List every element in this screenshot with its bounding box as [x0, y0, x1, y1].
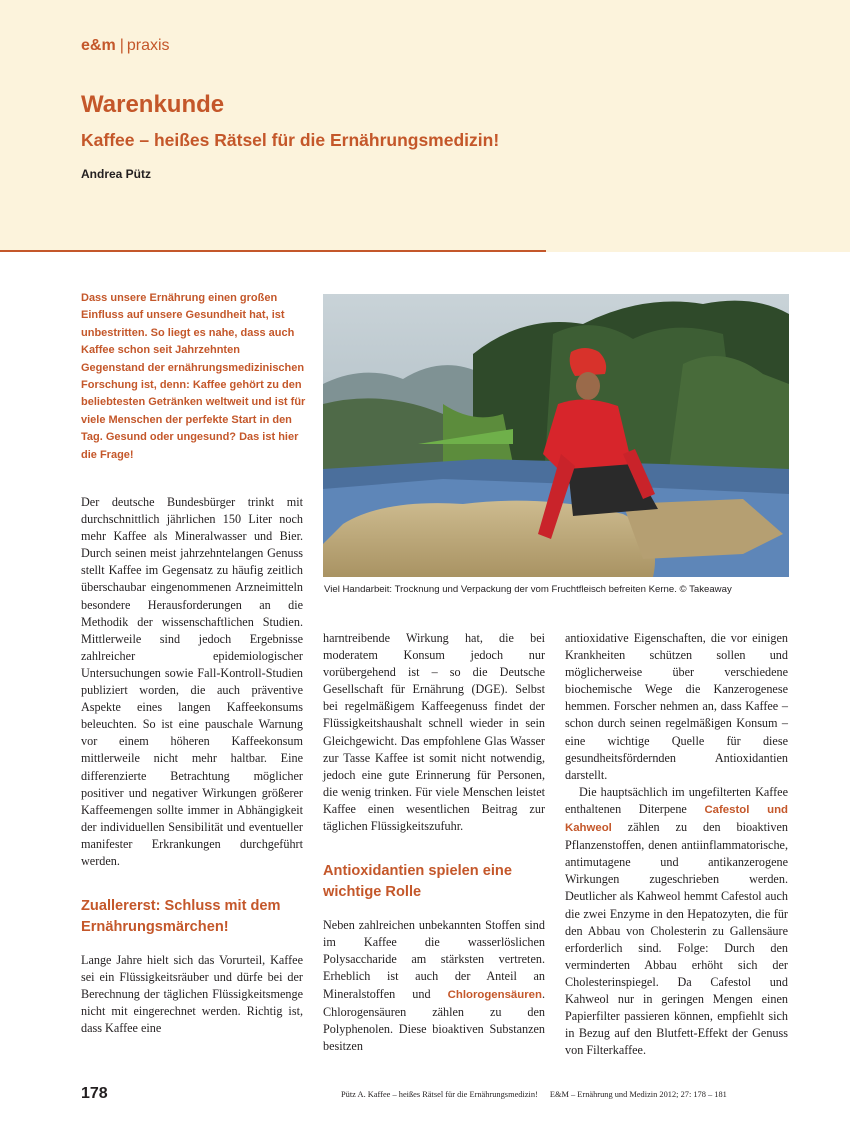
footer-citation: [341, 1090, 727, 1099]
body-text: Neben zahlreichen unbekannten Stoffen sind im Kaffee die wasserlöslichen Polysaccharide am stärksten vertreten. Erheblich ist auch der Anteil an Mineralstoffen und: [323, 918, 545, 1001]
citation-text: Pütz A. Kaffee – heißes Rätsel für die Ernährungsmedizin!: [341, 1090, 538, 1099]
body-paragraph: antioxidative Eigenschaften, die vor einigen Krankheiten schützen sollen und möglicherweise über verschiedene biochemische Wege die Kanzerogenese hemmen. Forscher nehmen an, dass Kaffee – schon durch seinen regelmäßigen Konsum – eine wichtige Quelle für diese gesundheitsfördernden Antioxidantien darstellt.: [565, 631, 788, 782]
header-rule: [0, 250, 546, 252]
body-paragraph: [323, 917, 545, 1055]
section-heading: Antioxidantien spielen eine wichtige Rolle: [323, 863, 512, 901]
journal-brand: e&m: [81, 37, 116, 54]
column-1: [81, 494, 303, 1038]
figure-caption: Viel Handarbeit: Trocknung und Verpackung der vom Fruchtfleisch befreiten Kerne. © Takeaway: [324, 584, 732, 595]
column-2: [323, 630, 545, 1055]
body-paragraph: [565, 784, 788, 1060]
section-name: praxis: [126, 37, 170, 54]
body-paragraph: harntreibende Wirkung hat, die bei moderatem Konsum jedoch nur vorübergehend ist – so die Deutsche Gesellschaft für Ernährung (DGE). Selbst bei regelmäßigem Kaffeegenuss findet der Flüssigkeitshaushalt schnell wieder in sein Gleichgewicht. Das empfohlene Glas Wasser zur Tasse Kaffee ist somit nicht notwendig, jedoch eine gute Erinnerung für Personen, die wenig trinken. Für viele Menschen leistet Kaffee einen wesentlichen Beitrag zur täglichen Flüssigkeitszufuhr.: [323, 631, 545, 834]
coffee-drying-photo: [323, 294, 789, 577]
highlighted-term: Chlorogensäuren: [447, 988, 542, 1001]
author-name: Andrea Pütz: [81, 167, 152, 181]
highlighted-term: Cafestol und Kahweol: [565, 803, 788, 835]
intro-abstract: Dass unsere Ernährung einen großen Einfluss auf unsere Gesundheit hat, ist unbestritten. So liegt es nahe, dass auch Kaffee schon seit Jahrzehnten Gegenstand der ernährungsmedizinischen Forschung ist, denn: Kaffee gehört zu den beliebtesten Getränken weltweit und ist für viele Menschen der perfekte Start in den Tag. Gesund oder ungesund? Das ist hier die Frage!: [81, 292, 306, 461]
section-label: [81, 37, 170, 55]
article-title: Warenkunde: [81, 91, 225, 118]
body-text: zählen zu den bioaktiven Pflanzenstoffen, denen antiinflammatorische, antimutagene und antikanzerogene Wirkungen zugeschrieben werden. Deutlicher als Kahweol hemmt Cafestol auch die zwei Enzyme in den Hepatozyten, die für den Abbau von Cholesterin zu Gallensäure erforderlich sind. Folge: Durch den verminderten Abbau erhöht sich der Cholesterinspiegel. Da Cafestol und Kahweol nur in geringen Mengen einen Papierfilter passieren können, empfiehlt sich in Bezug auf den Blutfett-Effekt der Genuss von Filterkaffee.: [565, 820, 788, 1058]
journal-reference: E&M – Ernährung und Medizin 2012; 27: 178 – 181: [549, 1090, 727, 1099]
section-heading: Zuallererst: Schluss mit dem Ernährungsmärchen!: [81, 898, 281, 936]
article-subtitle: Kaffee – heißes Rätsel für die Ernährungsmedizin!: [81, 130, 500, 150]
body-text: . Chlorogensäuren zählen zu den Polyphenolen. Diese bioaktiven Substanzen besitzen: [323, 986, 545, 1053]
body-paragraph: Der deutsche Bundesbürger trinkt mit durchschnittlich jährlichen 150 Liter noch mehr Kaffee als Mineralwasser und Bier. Durch seinen meist jahrzehntelangen Genuss stellt Kaffee im Gegensatz zu häufig zeitlich überschaubar eingenommenen Arzneimitteln besondere Herausforderungen an die Methodik der wissenschaftlichen Studien. Mittlerweile sind jedoch Ergebnisse zahlreicher epidemiologischer Untersuchungen sowie Fall-Kontroll-Studien publiziert worden, die auch präventive Aspekte eines langen Kaffeekonsums beleuchten. So ist eine pauschale Warnung vor einem höheren Kaffeekonsum mittlerweile nicht mehr haltbar. Eine differenzierte Betrachtung möglicher positiver und negativer Wirkungen größerer Kaffeemengen sollte immer in Abhängigkeit der individuellen Sensibilität und eventueller manifester Erkrankungen durchgeführt werden.: [81, 495, 303, 868]
section-separator: |: [119, 37, 124, 54]
column-3: [565, 630, 788, 1059]
body-paragraph: Lange Jahre hielt sich das Vorurteil, Kaffee sei ein Flüssigkeitsräuber und dürfe bei der Berechnung der täglichen Flüssigkeitsmenge nicht mit eingerechnet werden. Richtig ist, dass Kaffee eine: [81, 953, 303, 1036]
page-number: 178: [81, 1085, 108, 1102]
body-text: Die hauptsächlich im ungefilterten Kaffee enthaltenen Diterpene: [565, 784, 788, 816]
